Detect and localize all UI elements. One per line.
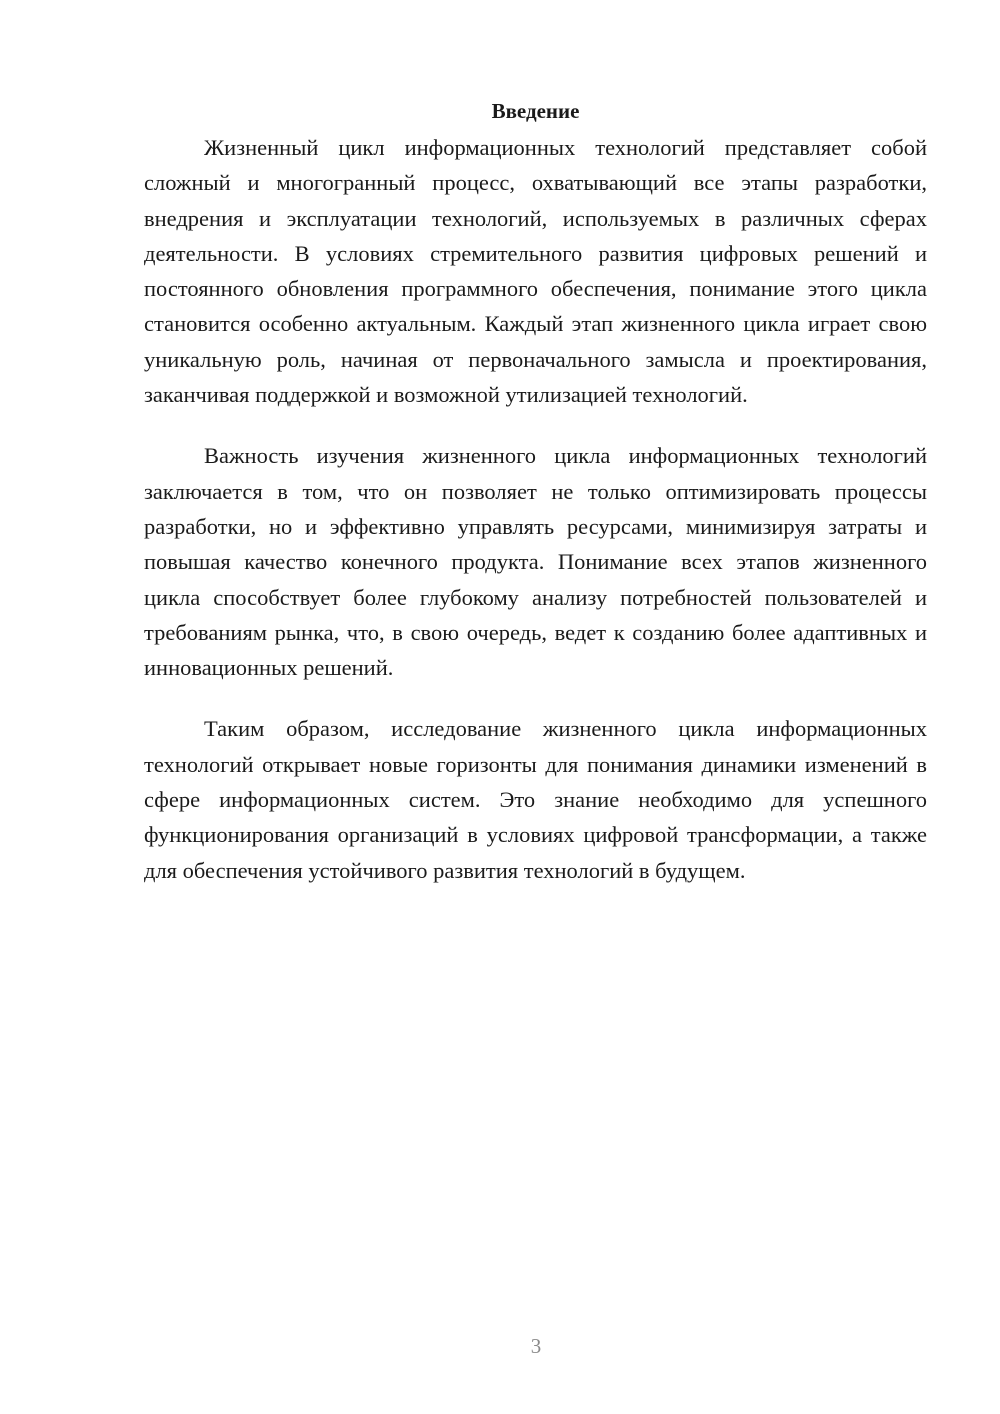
paragraph-3: Таким образом, исследование жизненного цикла информационных технологий открывает новые горизонты для понимания динамики изменений в сфере информационных систем. Это знание необходимо для успешного функционирования организаций в условиях цифровой трансформации, а также для обеспечения устойчивого развития технологий в будущем. — [144, 716, 927, 883]
page-number: 3 — [530, 1334, 542, 1358]
paragraph-1: Жизненный цикл информационных технологий представляет собой сложный и многогранный процесс, охватывающий все этапы разработки, внедрения и эксплуатации технологий, используемых в различных сферах деятельности. В условиях стремительного развития цифровых решений и постоянного обновления программного обеспечения, понимание этого цикла становится особенно актуальным. Каждый этап жизненного цикла играет свою уникальную роль, начиная от первоначального замысла и проектирования, заканчивая поддержкой и возможной утилизацией технологий. — [144, 135, 927, 408]
paragraph-2: Важность изучения жизненного цикла информационных технологий заключается в том, что он позволяет не только оптимизировать процессы разработки, но и эффективно управлять ресурсами, минимизируя затраты и повышая качество конечного продукта. Понимание всех этапов жизненного цикла способствует более глубокому анализу потребностей пользователей и требованиям рынка, что, в свою очередь, ведет к созданию более адаптивных и инновационных решений. — [144, 443, 927, 681]
section-heading: Введение — [491, 99, 580, 123]
page-content — [144, 96, 927, 888]
